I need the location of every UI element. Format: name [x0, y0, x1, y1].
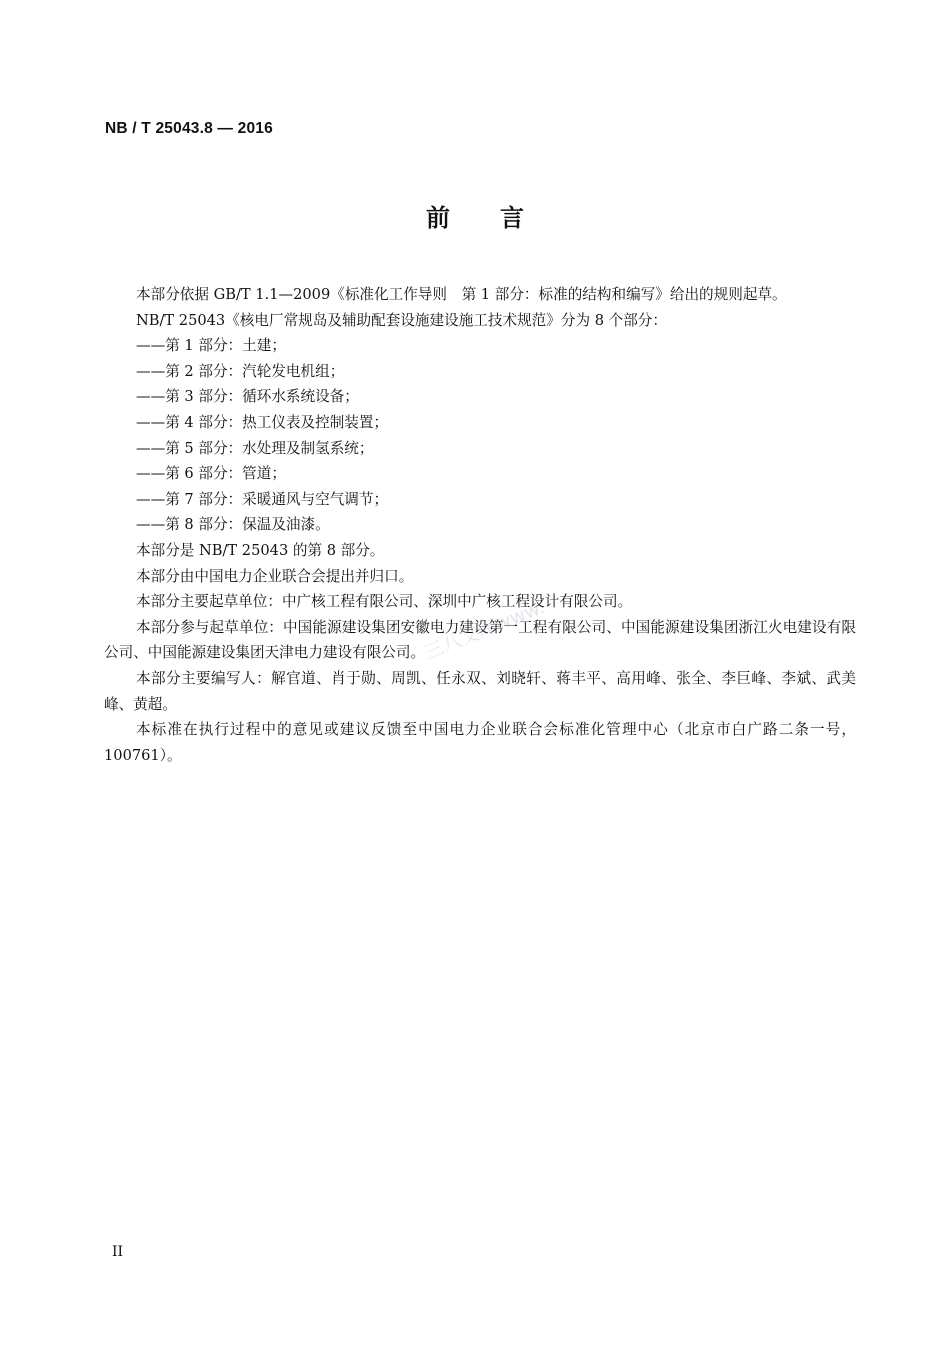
paragraph-part-number: 本部分是 NB/T 25043 的第 8 部分。 [136, 541, 385, 559]
paragraph-feedback: 本标准在执行过程中的意见或建议反馈至中国电力企业联合会标准化管理中心（北京市白广路二条一号，100761）。 [104, 721, 856, 764]
list-item: ——第 4 部分：热工仪表及控制装置； [136, 413, 389, 431]
list-item: ——第 5 部分：水处理及制氢系统； [136, 439, 374, 457]
parts-list [104, 333, 856, 538]
page-title: 前言 [426, 204, 574, 232]
list-item: ——第 6 部分：管道； [136, 465, 286, 483]
page-number: II [112, 1244, 124, 1260]
preface-body [104, 282, 856, 768]
paragraph-drafting-rules: 本部分依据 GB/T 1.1—2009《标准化工作导则 第 1 部分：标准的结构和编写》给出的规则起草。 [136, 286, 787, 303]
list-item: ——第 3 部分：循环水系统设备； [136, 388, 359, 406]
list-item: ——第 1 部分：土建； [136, 337, 286, 355]
paragraph-main-drafters: 本部分主要起草单位：中广核工程有限公司、深圳中广核工程设计有限公司。 [136, 593, 633, 611]
list-item: ——第 8 部分：保温及油漆。 [136, 516, 330, 534]
watermark: 三八文库www. [421, 596, 548, 665]
paragraph-authors: 本部分主要编写人：解官道、肖于勋、周凯、任永双、刘晓轩、蒋丰平、高用峰、张全、李巨峰、李斌、武美峰、黄超。 [104, 669, 856, 713]
paragraph-proposer: 本部分由中国电力企业联合会提出并归口。 [136, 567, 414, 585]
paragraph-series-intro: NB/T 25043《核电厂常规岛及辅助配套设施建设施工技术规范》分为 8 个部分： [136, 311, 667, 329]
list-item: ——第 7 部分：采暖通风与空气调节； [136, 490, 389, 508]
list-item: ——第 2 部分：汽轮发电机组； [136, 362, 345, 380]
standard-code: NB / T 25043.8 — 2016 [105, 120, 273, 137]
paragraph-participating-drafters: 本部分参与起草单位：中国能源建设集团安徽电力建设第一工程有限公司、中国能源建设集团浙江火电建设有限公司、中国能源建设集团天津电力建设有限公司。 [104, 618, 856, 662]
